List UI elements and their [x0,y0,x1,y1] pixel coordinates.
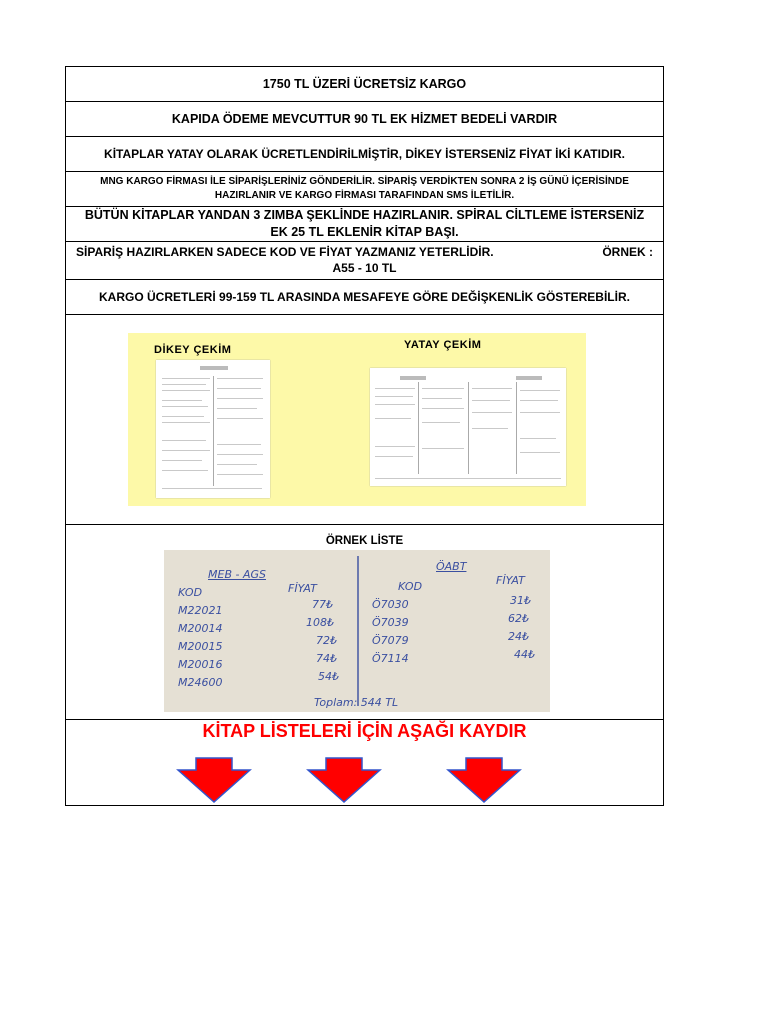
right-price: 44₺ [514,648,535,661]
shipping-info-line-2: HAZIRLANIR VE KARGO FİRMASI TARAFINDAN SMS İLETİLİR. [214,190,515,201]
example-list-row [66,525,663,720]
binding-info-row [66,207,663,242]
shipping-info-line-1: MNG KARGO FİRMASI İLE SİPARİŞLERİNİZ GÖNDERİLİR. SİPARİŞ VERDİKTEN SONRA 2 İŞ GÜNÜ İÇERİSİNDE [100,176,629,187]
right-heading: ÖABT [436,560,467,573]
scroll-down-row [66,720,663,807]
vertical-shot-label: DİKEY ÇEKİM [154,344,232,356]
horizontal-sample-page [370,368,566,486]
left-price: 74₺ [316,652,337,665]
order-note-text: SİPARİŞ HAZIRLARKEN SADECE KOD VE FİYAT YAZMANIZ YETERLİDİR. [76,245,494,259]
left-code: M20015 [178,640,223,653]
right-code: Ö7114 [372,652,409,665]
example-list-title: ÖRNEK LİSTE [325,535,404,547]
binding-info-line-1: BÜTÜN KİTAPLAR YANDAN 3 ZIMBA ŞEKLİNDE HAZIRLANIR. SPİRAL CİLTLEME İSTERSENİZ [84,208,645,222]
left-price: 77₺ [312,598,333,611]
left-price: 108₺ [306,616,334,629]
binding-info-line-2: EK 25 TL EKLENİR KİTAP BAŞI. [270,225,459,239]
shipping-fees-row [66,280,663,315]
left-price: 72₺ [316,634,337,647]
right-code: Ö7039 [372,616,409,629]
left-code: M20016 [178,658,223,671]
info-sheet [65,66,664,806]
right-price-header: FİYAT [496,574,525,587]
right-code: Ö7079 [372,634,409,647]
order-note-row [66,242,663,280]
example-label: ÖRNEK : [602,245,653,259]
right-price: 62₺ [508,612,529,625]
free-shipping-text: 1750 TL ÜZERİ ÜCRETSİZ KARGO [262,76,467,91]
vertical-sample-page [156,360,270,498]
right-price: 31₺ [510,594,531,607]
scroll-down-text: KİTAP LİSTELERİ İÇİN AŞAĞI KAYDIR [202,721,527,741]
left-code-header: KOD [178,586,203,599]
arrow-down-icon [446,757,522,803]
right-price: 24₺ [508,630,529,643]
arrow-down-icon [306,757,382,803]
right-code: Ö7030 [372,598,409,611]
list-total: Toplam: 544 TL [314,696,399,709]
left-price-header: FİYAT [288,582,317,595]
pricing-text: KİTAPLAR YATAY OLARAK ÜCRETLENDİRİLMİŞTİR, DİKEY İSTERSENİZ FİYAT İKİ KATIDIR. [104,147,625,161]
cash-on-delivery-row [66,102,663,137]
pricing-row [66,137,663,172]
horizontal-shot-label: YATAY ÇEKİM [404,339,482,351]
left-price: 54₺ [318,670,339,683]
left-heading: MEB - AGS [208,568,266,581]
shipping-info-row [66,172,663,207]
example-list-photo [164,550,550,712]
sample-shots-image [128,333,586,506]
shipping-fees-text: KARGO ÜCRETLERİ 99-159 TL ARASINDA MESAFEYE GÖRE DEĞİŞKENLİK GÖSTEREBİLİR. [99,290,630,304]
cash-on-delivery-text: KAPIDA ÖDEME MEVCUTTUR 90 TL EK HİZMET BEDELİ VARDIR [171,111,558,126]
left-code: M22021 [178,604,223,617]
left-code: M24600 [178,676,223,689]
free-shipping-row [66,67,663,102]
arrow-down-icon [176,757,252,803]
right-code-header: KOD [398,580,423,593]
sample-shots-row [66,315,663,525]
left-code: M20014 [178,622,223,635]
example-value: A55 - 10 TL [332,261,397,275]
